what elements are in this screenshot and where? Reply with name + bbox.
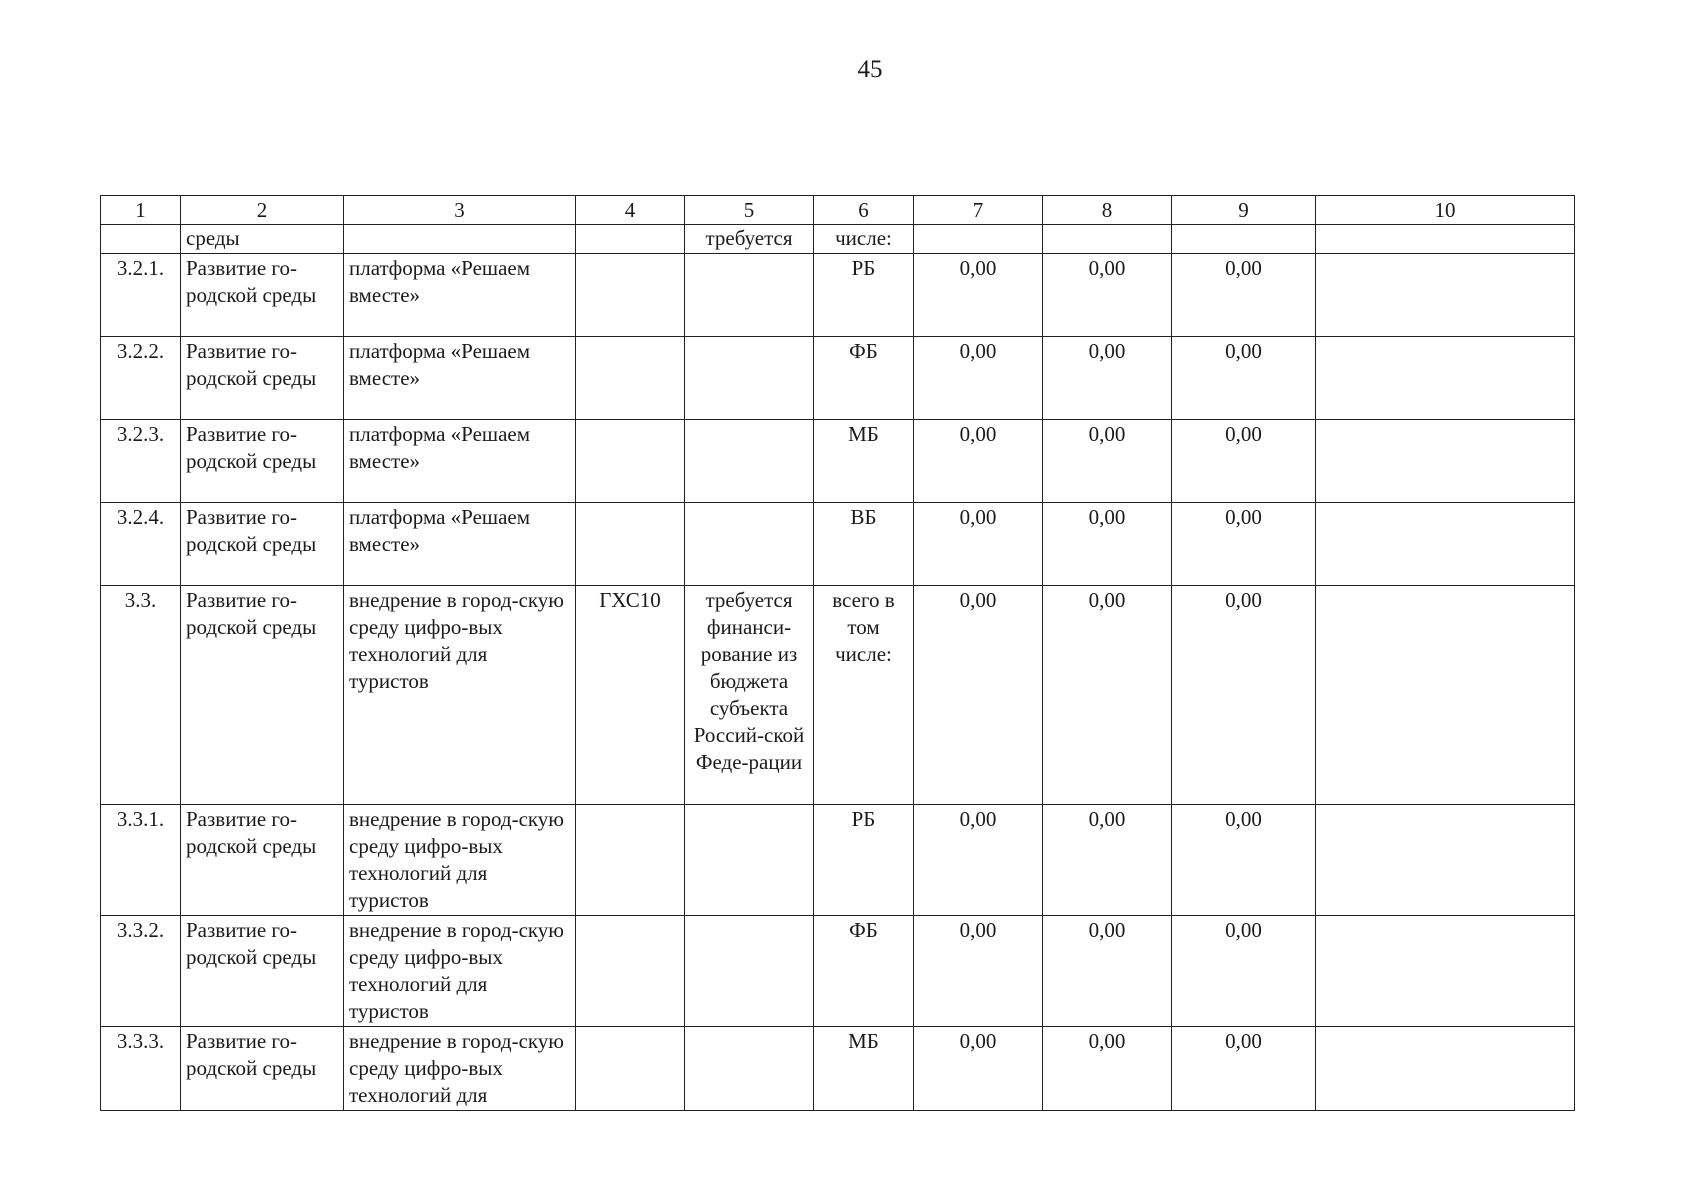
- event-name: Развитие го-родской среды: [181, 337, 344, 420]
- row-number: 3.2.2.: [101, 337, 181, 420]
- value-col7: 0,00: [914, 503, 1043, 586]
- value-col8: 0,00: [1043, 254, 1172, 337]
- value-col8: 0,00: [1043, 916, 1172, 1027]
- event-note: [685, 420, 814, 503]
- table-cell: [344, 225, 576, 254]
- table-cell: требуется: [685, 225, 814, 254]
- funding-source: всего в том числе:: [814, 586, 914, 805]
- value-col10: [1316, 254, 1575, 337]
- column-number: 7: [914, 196, 1043, 225]
- value-col10: [1316, 1027, 1575, 1111]
- column-number: 8: [1043, 196, 1172, 225]
- event-code: [576, 503, 685, 586]
- value-col10: [1316, 916, 1575, 1027]
- value-col9: 0,00: [1172, 916, 1316, 1027]
- table-cell: [576, 225, 685, 254]
- value-col10: [1316, 503, 1575, 586]
- funding-source: ФБ: [814, 337, 914, 420]
- event-name: Развитие го-родской среды: [181, 805, 344, 916]
- table-cell: [914, 225, 1043, 254]
- column-number: 4: [576, 196, 685, 225]
- table-row: [101, 254, 1575, 337]
- event-note: [685, 337, 814, 420]
- funding-source: ФБ: [814, 916, 914, 1027]
- event-code: [576, 420, 685, 503]
- row-number: 3.2.1.: [101, 254, 181, 337]
- event-description: внедрение в город-скую среду цифро-вых технологий для: [344, 1027, 576, 1111]
- value-col10: [1316, 420, 1575, 503]
- budget-table: [100, 195, 1575, 1111]
- event-code: ГХС10: [576, 586, 685, 805]
- value-col7: 0,00: [914, 1027, 1043, 1111]
- table-cell: числе:: [814, 225, 914, 254]
- value-col7: 0,00: [914, 337, 1043, 420]
- event-description: внедрение в город-скую среду цифро-вых технологий для туристов: [344, 586, 576, 805]
- column-number: 10: [1316, 196, 1575, 225]
- column-number: 6: [814, 196, 914, 225]
- table-row: [101, 503, 1575, 586]
- table-row: [101, 586, 1575, 805]
- table-cell: [1172, 225, 1316, 254]
- row-number: 3.2.4.: [101, 503, 181, 586]
- continuation-row: [101, 225, 1575, 254]
- value-col8: 0,00: [1043, 503, 1172, 586]
- row-number: 3.2.3.: [101, 420, 181, 503]
- funding-source: РБ: [814, 254, 914, 337]
- event-code: [576, 337, 685, 420]
- funding-source: ВБ: [814, 503, 914, 586]
- value-col7: 0,00: [914, 916, 1043, 1027]
- row-number: 3.3.1.: [101, 805, 181, 916]
- value-col10: [1316, 337, 1575, 420]
- value-col10: [1316, 586, 1575, 805]
- table-cell: [1043, 225, 1172, 254]
- event-name: Развитие го-родской среды: [181, 1027, 344, 1111]
- value-col8: 0,00: [1043, 805, 1172, 916]
- event-note: [685, 916, 814, 1027]
- value-col8: 0,00: [1043, 1027, 1172, 1111]
- table-row: [101, 420, 1575, 503]
- column-number: 3: [344, 196, 576, 225]
- event-name: Развитие го-родской среды: [181, 916, 344, 1027]
- event-note: [685, 1027, 814, 1111]
- value-col8: 0,00: [1043, 420, 1172, 503]
- event-description: внедрение в город-скую среду цифро-вых технологий для туристов: [344, 805, 576, 916]
- event-description: платформа «Решаем вместе»: [344, 254, 576, 337]
- event-note: [685, 254, 814, 337]
- event-note: [685, 503, 814, 586]
- table-row: [101, 805, 1575, 916]
- value-col7: 0,00: [914, 420, 1043, 503]
- value-col8: 0,00: [1043, 337, 1172, 420]
- value-col9: 0,00: [1172, 337, 1316, 420]
- table-cell: [1316, 225, 1575, 254]
- value-col9: 0,00: [1172, 503, 1316, 586]
- row-number: 3.3.3.: [101, 1027, 181, 1111]
- funding-source: МБ: [814, 1027, 914, 1111]
- column-number: 9: [1172, 196, 1316, 225]
- event-name: Развитие го-родской среды: [181, 586, 344, 805]
- column-number: 1: [101, 196, 181, 225]
- event-description: платформа «Решаем вместе»: [344, 503, 576, 586]
- event-description: платформа «Решаем вместе»: [344, 420, 576, 503]
- row-number: 3.3.: [101, 586, 181, 805]
- value-col7: 0,00: [914, 254, 1043, 337]
- value-col8: 0,00: [1043, 586, 1172, 805]
- column-number-row: [101, 196, 1575, 225]
- value-col7: 0,00: [914, 805, 1043, 916]
- table-row: [101, 1027, 1575, 1111]
- column-number: 5: [685, 196, 814, 225]
- column-number: 2: [181, 196, 344, 225]
- value-col9: 0,00: [1172, 1027, 1316, 1111]
- event-description: платформа «Решаем вместе»: [344, 337, 576, 420]
- table-cell: среды: [181, 225, 344, 254]
- value-col9: 0,00: [1172, 254, 1316, 337]
- value-col9: 0,00: [1172, 420, 1316, 503]
- value-col9: 0,00: [1172, 805, 1316, 916]
- event-note: [685, 805, 814, 916]
- table-row: [101, 337, 1575, 420]
- row-number: 3.3.2.: [101, 916, 181, 1027]
- event-code: [576, 805, 685, 916]
- event-code: [576, 254, 685, 337]
- funding-source: МБ: [814, 420, 914, 503]
- page-number: 45: [857, 56, 883, 83]
- value-col9: 0,00: [1172, 586, 1316, 805]
- table-cell: [101, 225, 181, 254]
- event-note: требуется финанси-рование из бюджета субъекта Россий-ской Феде-рации: [685, 586, 814, 805]
- event-code: [576, 916, 685, 1027]
- event-description: внедрение в город-скую среду цифро-вых технологий для туристов: [344, 916, 576, 1027]
- event-name: Развитие го-родской среды: [181, 254, 344, 337]
- event-name: Развитие го-родской среды: [181, 420, 344, 503]
- funding-source: РБ: [814, 805, 914, 916]
- table-row: [101, 916, 1575, 1027]
- value-col10: [1316, 805, 1575, 916]
- event-name: Развитие го-родской среды: [181, 503, 344, 586]
- event-code: [576, 1027, 685, 1111]
- value-col7: 0,00: [914, 586, 1043, 805]
